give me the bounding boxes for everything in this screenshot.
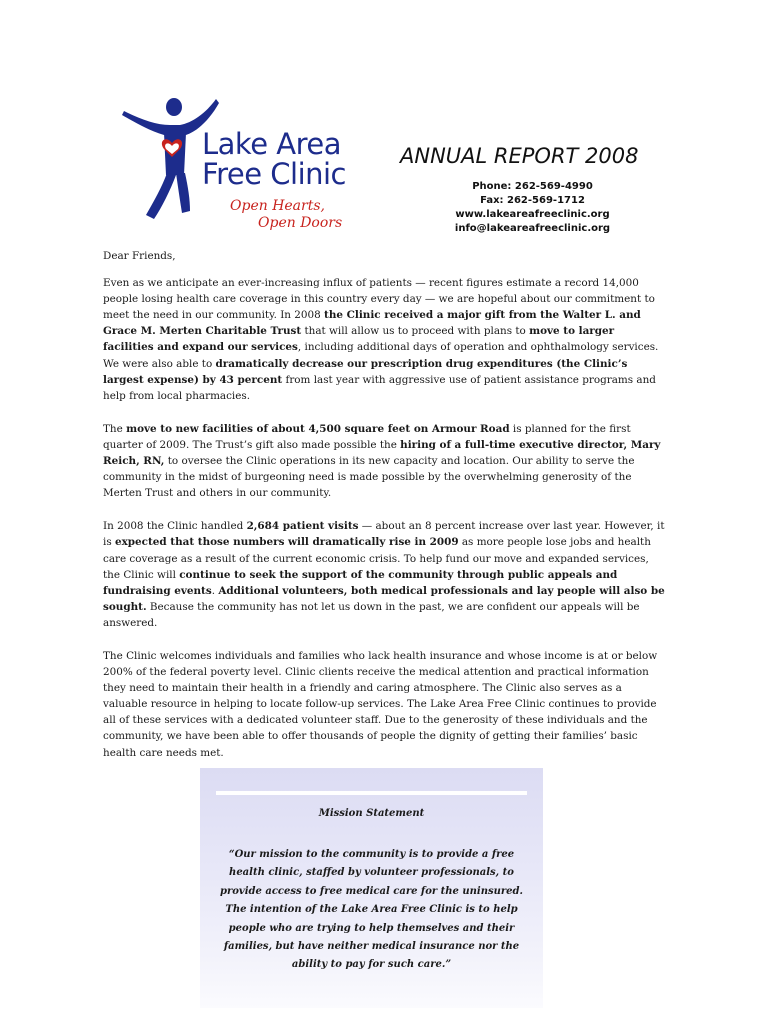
mission-divider	[216, 791, 527, 795]
p3-bold-3: continue to seek the support of the community through public appeals and fundraising events	[103, 568, 618, 597]
p3-text-5: Because the community has not let us down in the past, we are confident our appeals will be answered.	[103, 600, 640, 629]
p3-text-3: as more people lose jobs and health care coverage as a result of the current economic crisis. To help fund our move and expanded services, the Clinic will	[103, 536, 651, 581]
clinic-logo	[120, 95, 350, 240]
p1-text-4: from last year with aggressive use of patient assistance programs and help from local pharmacies.	[103, 373, 656, 402]
p1-bold-2: move to larger facilities and expand our services	[103, 325, 615, 354]
mission-statement-box	[200, 768, 543, 1008]
clinic-name-line1: Lake Area	[202, 127, 341, 161]
p1-text-2: that will allow us to proceed with plans to	[301, 325, 530, 338]
p3-bold-1: 2,684 patient visits	[246, 520, 359, 533]
paragraph-4: The Clinic welcomes individuals and families who lack health insurance and whose income is at or below 200% of the federal poverty level. Clinic clients receive the medical attention and practical information they need to maintain their health in a friendly and caring atmosphere. The Clinic also serves as a valuable resource in helping to locate follow-up services. The Lake Area Free Clinic continues to provide all of these services with a dedicated volunteer staff. Due to the generosity of these individuals and the community, we have been able to offer thousands of people the dignity of getting their families’ basic health care needs met.	[103, 649, 658, 759]
mission-text: “Our mission to the community is to provide a free health clinic, staffed by volunteer professionals, to provide access to free medical care for the uninsured. The intention of the Lake Area Free Clinic is to help people who are trying to help themselves and their families, but have neither medical insurance nor the ability to pay for such care.”	[219, 849, 524, 971]
p2-bold-1: move to new facilities of about 4,500 square feet on Armour Road	[126, 422, 510, 435]
p1-text-3: , including additional days of operation and ophthalmology services. We were also able to	[103, 341, 659, 370]
letter-body	[103, 248, 668, 778]
p1-bold-3: dramatically decrease our prescription drug expenditures (the Clinic’s largest expense) by 43 percent	[103, 357, 628, 386]
p1-bold-1: the Clinic received a major gift from the Walter L. and Grace M. Merten Charitable Trust	[103, 309, 641, 338]
paragraph-2	[103, 421, 668, 501]
p3-text-4: .	[211, 584, 219, 597]
p2-bold-2: hiring of a full-time executive director, Mary Reich, RN,	[103, 438, 661, 468]
p2-text-2: is planned for the first quarter of 2009. The Trust’s gift also made possible the	[103, 422, 631, 451]
clinic-name-line2: Free Clinic	[202, 157, 347, 191]
phone-number: Phone: 262-569-4990	[472, 181, 593, 192]
report-title: ANNUAL REPORT 2008	[400, 144, 639, 168]
mission-heading: Mission Statement	[318, 808, 425, 819]
salutation: Dear Friends,	[103, 250, 176, 262]
p2-text-3: to oversee the Clinic operations in its new capacity and location. Our ability to serve the community in the midst of burgeoning need is made possible by the overwhelming generosity of the Merten Trust and others in our community.	[103, 455, 635, 500]
tagline-line1: Open Hearts,	[230, 198, 325, 214]
email-link[interactable]: info@lakeareafreeclinic.org	[454, 223, 611, 234]
website-link[interactable]: www.lakeareafreeclinic.org	[455, 209, 610, 220]
p2-text-1: The	[103, 422, 127, 435]
contact-block	[430, 180, 635, 236]
p3-bold-2: expected that those numbers will dramatically rise in 2009	[114, 536, 459, 549]
clinic-tagline	[230, 198, 350, 232]
tagline-line2: Open Doors	[258, 215, 343, 231]
paragraph-3	[103, 518, 668, 631]
fax-number: Fax: 262-569-1712	[480, 195, 585, 206]
clinic-name	[202, 129, 346, 189]
p3-text-2: — about an 8 percent increase over last year. However, it is	[103, 520, 665, 549]
p3-bold-4: Additional volunteers, both medical professionals and lay people will also be sought.	[103, 584, 665, 613]
p3-text-1: In 2008 the Clinic handled	[103, 520, 247, 533]
paragraph-1	[103, 275, 668, 404]
p1-text-1: Even as we anticipate an ever-increasing influx of patients — recent figures estimate a record 14,000 people losing health care coverage in this country every day — we are hopeful about our commitment to meet the need in our community. In 2008	[103, 277, 655, 322]
